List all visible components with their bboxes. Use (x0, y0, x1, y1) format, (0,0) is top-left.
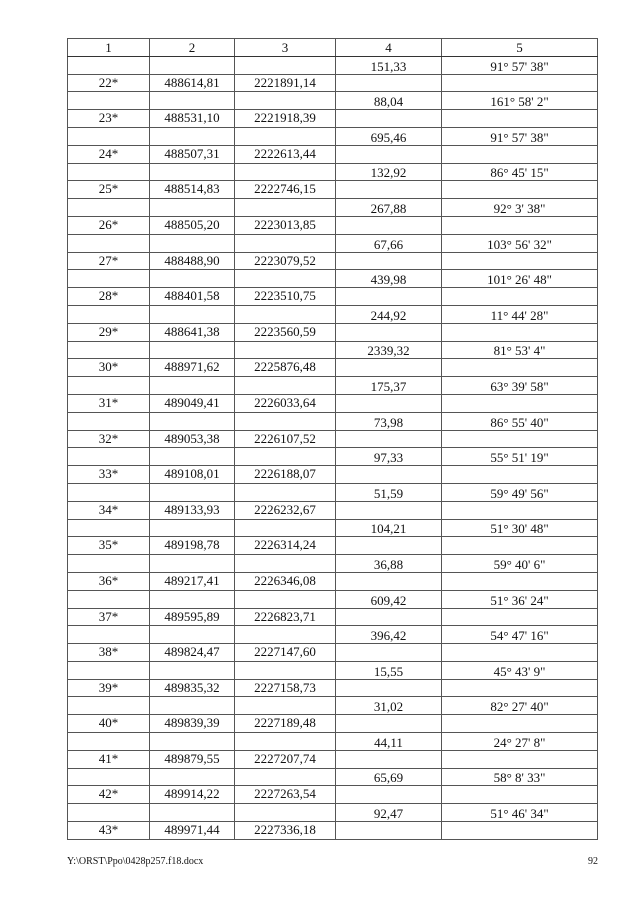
table-cell-col-2: 488505,20 (150, 216, 235, 234)
table-cell-col-5: 45° 43' 9" (442, 661, 598, 679)
table-cell-col-2 (150, 590, 235, 608)
table-cell-col-1: 36* (68, 572, 150, 590)
table-row (68, 679, 598, 697)
table-cell-col-1: 39* (68, 679, 150, 697)
table-cell-col-1: 30* (68, 359, 150, 377)
table-cell-col-3 (235, 697, 336, 715)
table-cell-col-4 (336, 252, 442, 270)
table-cell-col-3: 2221918,39 (235, 110, 336, 128)
table-cell-col-5: 51° 30' 48" (442, 519, 598, 537)
table-cell-col-3 (235, 199, 336, 217)
table-cell-col-5: 81° 53' 4" (442, 341, 598, 359)
table-cell-col-2 (150, 626, 235, 644)
table-row (68, 412, 598, 430)
table-cell-col-4 (336, 288, 442, 306)
table-cell-col-2: 488401,58 (150, 288, 235, 306)
table-cell-col-3: 2226033,64 (235, 394, 336, 412)
table-cell-col-1: 38* (68, 644, 150, 662)
table-cell-col-3 (235, 377, 336, 395)
table-row (68, 608, 598, 626)
table-cell-col-3 (235, 270, 336, 288)
table-cell-col-5: 161° 58' 2" (442, 92, 598, 110)
table-cell-col-5: 86° 45' 15" (442, 163, 598, 181)
table-cell-col-4: 132,92 (336, 163, 442, 181)
table-row (68, 163, 598, 181)
table-cell-col-4: 65,69 (336, 768, 442, 786)
table-cell-col-2: 488971,62 (150, 359, 235, 377)
table-cell-col-2: 489835,32 (150, 679, 235, 697)
table-cell-col-1 (68, 270, 150, 288)
table-cell-col-4 (336, 466, 442, 484)
table-cell-col-3: 2223510,75 (235, 288, 336, 306)
table-cell-col-4: 44,11 (336, 733, 442, 751)
table-cell-col-2: 489914,22 (150, 786, 235, 804)
table-cell-col-2 (150, 163, 235, 181)
table-cell-col-1 (68, 697, 150, 715)
table-cell-col-2 (150, 341, 235, 359)
table-cell-col-4 (336, 359, 442, 377)
table-cell-col-3: 2226346,08 (235, 572, 336, 590)
table-cell-col-1: 40* (68, 715, 150, 733)
table-row (68, 822, 598, 840)
table-cell-col-1: 29* (68, 323, 150, 341)
table-cell-col-4 (336, 394, 442, 412)
table-row (68, 394, 598, 412)
table-row (68, 127, 598, 145)
table-cell-col-2: 489108,01 (150, 466, 235, 484)
table-cell-col-3 (235, 448, 336, 466)
table-cell-col-4 (336, 644, 442, 662)
table-cell-col-5 (442, 608, 598, 626)
table-cell-col-5: 59° 40' 6" (442, 555, 598, 573)
table-cell-col-5 (442, 537, 598, 555)
table-cell-col-2: 488488,90 (150, 252, 235, 270)
table-row (68, 501, 598, 519)
table-cell-col-3 (235, 804, 336, 822)
table-cell-col-4: 31,02 (336, 697, 442, 715)
table-cell-col-4: 695,46 (336, 127, 442, 145)
table-cell-col-2 (150, 412, 235, 430)
column-header-5: 5 (442, 39, 598, 57)
table-cell-col-4 (336, 145, 442, 163)
table-cell-col-2 (150, 661, 235, 679)
table-cell-col-5: 91° 57' 38" (442, 56, 598, 74)
table-cell-col-1: 42* (68, 786, 150, 804)
table-cell-col-2: 489198,78 (150, 537, 235, 555)
table-cell-col-3: 2226188,07 (235, 466, 336, 484)
table-cell-col-2 (150, 127, 235, 145)
table-cell-col-5 (442, 323, 598, 341)
table-cell-col-5 (442, 572, 598, 590)
table-cell-col-1: 22* (68, 74, 150, 92)
table-cell-col-4 (336, 430, 442, 448)
table-cell-col-4 (336, 74, 442, 92)
table-cell-col-5: 51° 36' 24" (442, 590, 598, 608)
table-cell-col-2: 489595,89 (150, 608, 235, 626)
table-cell-col-3: 2227336,18 (235, 822, 336, 840)
table-cell-col-3: 2226314,24 (235, 537, 336, 555)
table-cell-col-1 (68, 626, 150, 644)
table-cell-col-1 (68, 448, 150, 466)
table-row (68, 270, 598, 288)
table-cell-col-3: 2221891,14 (235, 74, 336, 92)
table-cell-col-1: 43* (68, 822, 150, 840)
table-cell-col-1 (68, 92, 150, 110)
footer-file-path: Y:\ORST\Ppo\0428p257.f18.docx (67, 856, 204, 867)
table-cell-col-4 (336, 110, 442, 128)
table-cell-col-5: 63° 39' 58" (442, 377, 598, 395)
table-cell-col-5 (442, 822, 598, 840)
table-cell-col-4 (336, 323, 442, 341)
table-cell-col-5: 58° 8' 33" (442, 768, 598, 786)
table-cell-col-3 (235, 412, 336, 430)
table-cell-col-3 (235, 555, 336, 573)
table-cell-col-2 (150, 305, 235, 323)
table-cell-col-2: 488507,31 (150, 145, 235, 163)
table-cell-col-4: 151,33 (336, 56, 442, 74)
table-cell-col-3: 2226232,67 (235, 501, 336, 519)
table-cell-col-3 (235, 305, 336, 323)
column-header-3: 3 (235, 39, 336, 57)
table-body (68, 56, 598, 839)
table-cell-col-1 (68, 234, 150, 252)
table-cell-col-1: 24* (68, 145, 150, 163)
table-cell-col-5: 82° 27' 40" (442, 697, 598, 715)
table-cell-col-5: 54° 47' 16" (442, 626, 598, 644)
table-cell-col-2 (150, 804, 235, 822)
table-cell-col-3: 2227263,54 (235, 786, 336, 804)
table-row (68, 377, 598, 395)
table-cell-col-4 (336, 537, 442, 555)
table-cell-col-3: 2222613,44 (235, 145, 336, 163)
table-cell-col-2 (150, 448, 235, 466)
table-cell-col-4 (336, 572, 442, 590)
table-cell-col-2: 489053,38 (150, 430, 235, 448)
table-cell-col-2 (150, 199, 235, 217)
table-row (68, 768, 598, 786)
table-cell-col-4 (336, 501, 442, 519)
table-row (68, 359, 598, 377)
table-cell-col-5 (442, 359, 598, 377)
table-row (68, 555, 598, 573)
table-cell-col-1 (68, 163, 150, 181)
table-cell-col-5 (442, 679, 598, 697)
table-cell-col-1 (68, 56, 150, 74)
table-row (68, 697, 598, 715)
table-cell-col-3: 2222746,15 (235, 181, 336, 199)
table-cell-col-5: 24° 27' 8" (442, 733, 598, 751)
footer-page-number: 92 (588, 856, 598, 867)
table-cell-col-3: 2225876,48 (235, 359, 336, 377)
table-cell-col-1 (68, 341, 150, 359)
table-cell-col-5: 101° 26' 48" (442, 270, 598, 288)
table-cell-col-3 (235, 234, 336, 252)
table-cell-col-1 (68, 804, 150, 822)
table-cell-col-5: 103° 56' 32" (442, 234, 598, 252)
table-cell-col-2: 489824,47 (150, 644, 235, 662)
table-cell-col-5: 92° 3' 38" (442, 199, 598, 217)
table-cell-col-3 (235, 56, 336, 74)
table-cell-col-4: 36,88 (336, 555, 442, 573)
table-cell-col-2: 488514,83 (150, 181, 235, 199)
table-row (68, 644, 598, 662)
table-cell-col-4: 244,92 (336, 305, 442, 323)
table-row (68, 572, 598, 590)
table-cell-col-3: 2223079,52 (235, 252, 336, 270)
table-cell-col-2: 488531,10 (150, 110, 235, 128)
table-row (68, 110, 598, 128)
table-cell-col-4 (336, 715, 442, 733)
table-row (68, 590, 598, 608)
table-cell-col-2 (150, 270, 235, 288)
table-row (68, 448, 598, 466)
table-cell-col-4: 175,37 (336, 377, 442, 395)
table-cell-col-4: 609,42 (336, 590, 442, 608)
table-cell-col-5 (442, 501, 598, 519)
table-cell-col-4: 97,33 (336, 448, 442, 466)
table-cell-col-4: 51,59 (336, 483, 442, 501)
table-cell-col-1 (68, 412, 150, 430)
table-cell-col-3 (235, 768, 336, 786)
table-row (68, 252, 598, 270)
table-cell-col-1 (68, 483, 150, 501)
table-cell-col-2: 489879,55 (150, 750, 235, 768)
table-cell-col-1: 41* (68, 750, 150, 768)
table-row (68, 74, 598, 92)
table-cell-col-3 (235, 661, 336, 679)
table-cell-col-5 (442, 715, 598, 733)
table-cell-col-4: 67,66 (336, 234, 442, 252)
table-row (68, 305, 598, 323)
table-cell-col-2: 488641,38 (150, 323, 235, 341)
table-cell-col-4 (336, 608, 442, 626)
table-cell-col-5 (442, 145, 598, 163)
table-cell-col-5 (442, 252, 598, 270)
table-cell-col-2 (150, 234, 235, 252)
table-cell-col-3: 2227207,74 (235, 750, 336, 768)
table-cell-col-4: 92,47 (336, 804, 442, 822)
table-cell-col-3: 2226823,71 (235, 608, 336, 626)
table-row (68, 145, 598, 163)
table-cell-col-4: 396,42 (336, 626, 442, 644)
table-cell-col-2 (150, 519, 235, 537)
table-cell-col-1: 27* (68, 252, 150, 270)
table-cell-col-1: 35* (68, 537, 150, 555)
table-row (68, 750, 598, 768)
table-cell-col-2 (150, 92, 235, 110)
table-row (68, 661, 598, 679)
table-cell-col-1 (68, 555, 150, 573)
column-header-2: 2 (150, 39, 235, 57)
table-cell-col-3 (235, 483, 336, 501)
table-cell-col-5 (442, 394, 598, 412)
table-cell-col-3: 2227147,60 (235, 644, 336, 662)
table-cell-col-4: 104,21 (336, 519, 442, 537)
table-cell-col-5 (442, 786, 598, 804)
table-row (68, 216, 598, 234)
table-cell-col-5 (442, 644, 598, 662)
table-cell-col-5 (442, 74, 598, 92)
table-cell-col-4 (336, 181, 442, 199)
table-cell-col-1: 23* (68, 110, 150, 128)
table-cell-col-5 (442, 750, 598, 768)
table-cell-col-1: 28* (68, 288, 150, 306)
table-cell-col-2 (150, 768, 235, 786)
table-cell-col-5: 51° 46' 34" (442, 804, 598, 822)
coordinates-table (67, 38, 598, 840)
table-cell-col-2 (150, 733, 235, 751)
table-cell-col-4: 88,04 (336, 92, 442, 110)
table-header-row (68, 39, 598, 57)
table-cell-col-5: 55° 51' 19" (442, 448, 598, 466)
table-row (68, 626, 598, 644)
table-cell-col-1 (68, 305, 150, 323)
table-cell-col-3: 2227158,73 (235, 679, 336, 697)
table-cell-col-4: 2339,32 (336, 341, 442, 359)
table-cell-col-1 (68, 377, 150, 395)
column-header-4: 4 (336, 39, 442, 57)
table-cell-col-2: 489049,41 (150, 394, 235, 412)
table-row (68, 56, 598, 74)
table-cell-col-3 (235, 341, 336, 359)
table-cell-col-3 (235, 590, 336, 608)
table-cell-col-1: 26* (68, 216, 150, 234)
table-row (68, 786, 598, 804)
table-cell-col-2 (150, 377, 235, 395)
table-cell-col-2 (150, 483, 235, 501)
table-cell-col-3: 2223013,85 (235, 216, 336, 234)
table-cell-col-4 (336, 679, 442, 697)
table-cell-col-4: 73,98 (336, 412, 442, 430)
table-cell-col-1 (68, 768, 150, 786)
table-cell-col-2: 489839,39 (150, 715, 235, 733)
table-cell-col-2: 489971,44 (150, 822, 235, 840)
table-cell-col-4 (336, 216, 442, 234)
table-cell-col-1 (68, 590, 150, 608)
table-row (68, 733, 598, 751)
table-cell-col-4 (336, 786, 442, 804)
table-cell-col-2: 489217,41 (150, 572, 235, 590)
table-row (68, 715, 598, 733)
table-row (68, 323, 598, 341)
table-cell-col-5: 91° 57' 38" (442, 127, 598, 145)
table-row (68, 537, 598, 555)
table-row (68, 234, 598, 252)
table-cell-col-4: 439,98 (336, 270, 442, 288)
table-row (68, 341, 598, 359)
table-cell-col-3 (235, 163, 336, 181)
column-header-1: 1 (68, 39, 150, 57)
table-cell-col-1 (68, 127, 150, 145)
table-cell-col-2: 488614,81 (150, 74, 235, 92)
table-row (68, 466, 598, 484)
table-cell-col-3: 2226107,52 (235, 430, 336, 448)
table-cell-col-3: 2223560,59 (235, 323, 336, 341)
table-row (68, 199, 598, 217)
table-cell-col-5 (442, 466, 598, 484)
table-cell-col-3 (235, 519, 336, 537)
table-cell-col-4 (336, 750, 442, 768)
table-cell-col-2 (150, 697, 235, 715)
table-row (68, 92, 598, 110)
table-cell-col-5: 86° 55' 40" (442, 412, 598, 430)
table-cell-col-1: 32* (68, 430, 150, 448)
table-cell-col-3 (235, 626, 336, 644)
table-row (68, 430, 598, 448)
table-row (68, 288, 598, 306)
table-cell-col-4: 15,55 (336, 661, 442, 679)
table-cell-col-3 (235, 127, 336, 145)
table-cell-col-4: 267,88 (336, 199, 442, 217)
table-cell-col-1 (68, 661, 150, 679)
table-cell-col-3 (235, 92, 336, 110)
table-cell-col-1: 31* (68, 394, 150, 412)
table-row (68, 483, 598, 501)
table-cell-col-5 (442, 110, 598, 128)
table-cell-col-1: 34* (68, 501, 150, 519)
table-cell-col-5: 59° 49' 56" (442, 483, 598, 501)
table-cell-col-5 (442, 430, 598, 448)
table-cell-col-5: 11° 44' 28" (442, 305, 598, 323)
table-row (68, 519, 598, 537)
table-cell-col-1: 33* (68, 466, 150, 484)
table-cell-col-3: 2227189,48 (235, 715, 336, 733)
table-cell-col-1 (68, 199, 150, 217)
table-cell-col-1: 37* (68, 608, 150, 626)
table-cell-col-4 (336, 822, 442, 840)
table-cell-col-2 (150, 555, 235, 573)
table-cell-col-1: 25* (68, 181, 150, 199)
table-cell-col-5 (442, 288, 598, 306)
table-row (68, 181, 598, 199)
table-cell-col-5 (442, 181, 598, 199)
table-cell-col-2 (150, 56, 235, 74)
table-row (68, 804, 598, 822)
table-cell-col-1 (68, 519, 150, 537)
table-cell-col-5 (442, 216, 598, 234)
table-cell-col-2: 489133,93 (150, 501, 235, 519)
table-cell-col-1 (68, 733, 150, 751)
table-cell-col-3 (235, 733, 336, 751)
